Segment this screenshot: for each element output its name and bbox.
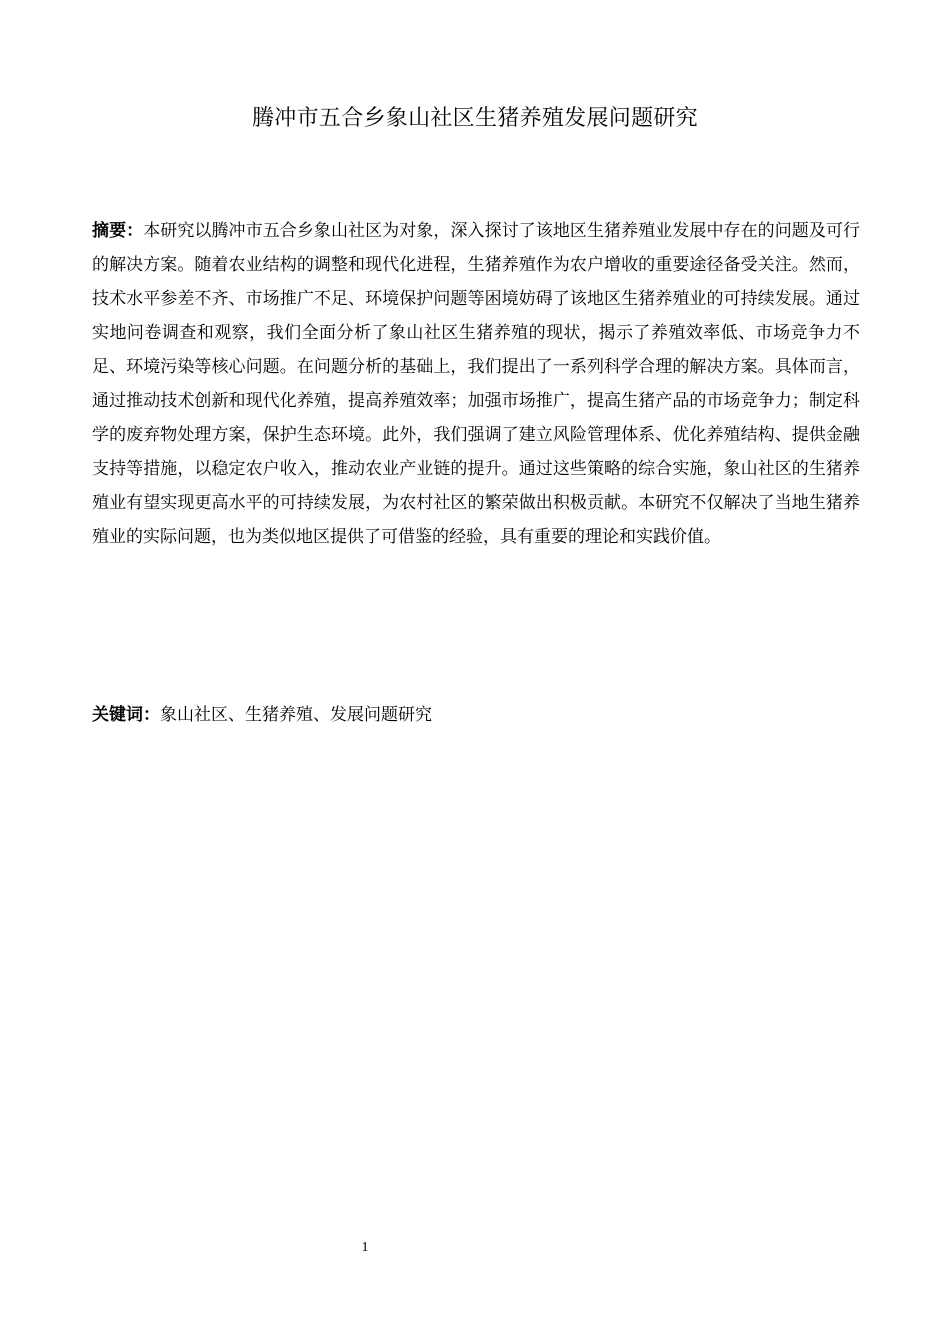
abstract-label: 摘要：: [92, 221, 144, 241]
abstract-text: 本研究以腾冲市五合乡象山社区为对象，深入探讨了该地区生猪养殖业发展中存在的问题及可行的解决方案。随着农业结构的调整和现代化进程，生猪养殖作为农户增收的重要途径备受关注。然而，技术水平参差不齐、市场推广不足、环境保护问题等困境妨碍了该地区生猪养殖业的可持续发展。通过实地问卷调查和观察，我们全面分析了象山社区生猪养殖的现状，揭示了养殖效率低、市场竞争力不足、环境污染等核心问题。在问题分析的基础上，我们提出了一系列科学合理的解决方案。具体而言，通过推动技术创新和现代化养殖，提高养殖效率；加强市场推广，提高生猪产品的市场竞争力；制定科学的废弃物处理方案，保护生态环境。此外，我们强调了建立风险管理体系、优化养殖结构、提供金融支持等措施，以稳定农户收入，推动农业产业链的提升。通过这些策略的综合实施，象山社区的生猪养殖业有望实现更高水平的可持续发展，为农村社区的繁荣做出积极贡献。本研究不仅解决了当地生猪养殖业的实际问题，也为类似地区提供了可借鉴的经验，具有重要的理论和实践价值。: [92, 221, 861, 547]
abstract-paragraph: [92, 214, 860, 554]
keywords-label: 关键词：: [92, 705, 160, 725]
keywords-text: 象山社区、生猪养殖、发展问题研究: [160, 705, 432, 725]
page-number: 1: [361, 1240, 369, 1255]
page-title: 腾冲市五合乡象山社区生猪养殖发展问题研究: [251, 106, 698, 131]
keywords-paragraph: [92, 698, 860, 732]
